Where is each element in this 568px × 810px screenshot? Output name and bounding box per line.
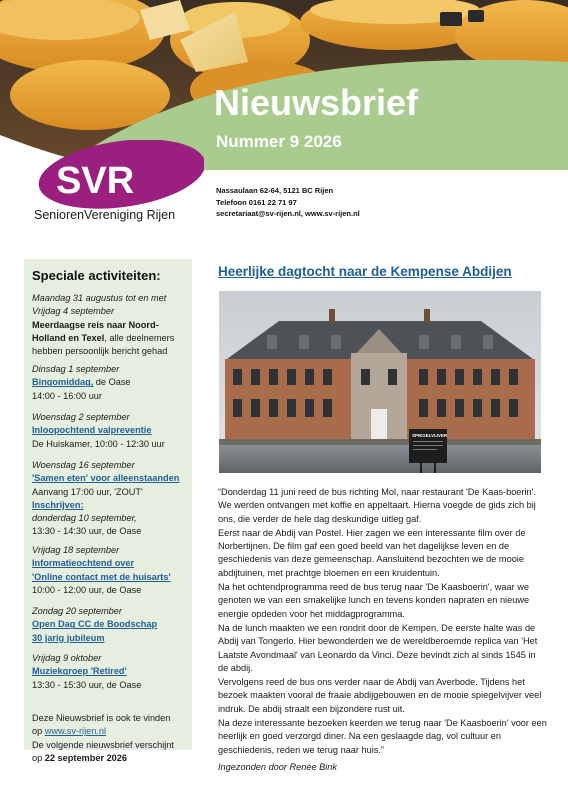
event-date: Maandag 31 augustus tot en met Vrijdag 4 september (32, 293, 167, 317)
contact-address: Nassaulaan 62-64, 5121 BC Rijen (216, 186, 334, 195)
event-time: 13:30 - 15:30 uur, de Oase (32, 679, 142, 690)
event-date: Zondag 20 september (32, 606, 122, 616)
footer-prefix: op (32, 726, 45, 737)
signup-date: donderdag 10 september, (32, 513, 137, 524)
event-date: Vrijdag 18 september (32, 545, 120, 555)
event-link-2[interactable]: 30 jarig jubileum (32, 632, 105, 643)
signup-link[interactable]: Inschrijven: (32, 499, 84, 510)
event-link[interactable]: Muziekgroep 'Retired' (32, 666, 127, 677)
event-item (32, 652, 192, 692)
event-link-2[interactable]: 'Online contact met de huisarts' (32, 571, 171, 582)
footer-line3: De volgende nieuwsbrief verschijnt (32, 739, 174, 750)
event-time: 10:00 - 12:00 uur, de Oase (32, 584, 142, 595)
event-date: Woensdag 2 september (32, 412, 130, 422)
sidebar-footer (24, 712, 192, 763)
event-details: Aanvang 17:00 uur, 'ZOUT' (32, 486, 143, 497)
event-link[interactable]: Open Dag CC de Boodschap (32, 619, 158, 630)
article-paragraph: Vervolgens reed de bus ons verder naar de Abdij van Averbode. Tijdens het bezoek maakten vooral de fraaie abdijgebouwen en de mooie spiegelvijver veel indruk. De abdij straalt een bijzondere rust uit. (218, 677, 542, 714)
website-link[interactable]: www.sv-rijen.nl (44, 726, 107, 737)
logo-mark (34, 140, 204, 210)
event-item (32, 605, 192, 645)
article-paragraph: Eerst naar de Abdij van Postel. Hier zagen we een interessante film over de Norbertijnen. De film gaf een goed beeld van het dagelijkse leven en de geschiedenis van deze gemeenschap. Aansluitend bezochten we de mooie abdijtuinen, met prachtge bloemen en een kruidentuin. (218, 527, 526, 578)
event-date: Woensdag 16 september (32, 460, 135, 470)
sidebar-heading: Speciale activiteiten: (32, 268, 161, 283)
footer-prefix-2: op (32, 752, 45, 763)
contact-email-web: secretariaat@sv-rijen.nl, www.sv-rijen.nl (216, 209, 360, 218)
event-link[interactable]: 'Samen eten' voor alleenstaanden (32, 473, 180, 484)
event-link[interactable]: Inloopochtend valpreventie (32, 425, 152, 436)
logo-text: SVR (56, 160, 135, 202)
event-details: , alle deelnemers hebben persoonlijk bericht gehad (32, 332, 175, 357)
event-item (32, 459, 192, 539)
issue-number: Nummer 9 2026 (216, 132, 342, 151)
event-title: Meerdaagse reis naar Noord-Holland en Texel (32, 319, 159, 343)
article-paragraph: Na deze interessante bezoeken keerden we terug naar 'De Kaasboerin' voor een heerlijk en goed verzorgd diner. Na een geslaagde dag, vol cultuur en geschiedenis, reden we terug naar huis.” (218, 718, 547, 755)
event-item (32, 411, 192, 451)
event-item (32, 363, 192, 403)
event-link[interactable]: Bingomiddag, (32, 377, 94, 388)
article-paragraph: “Donderdag 11 juni reed de bus richting Mol, naar restaurant 'De Kaas-boerin'. We werden ontvangen met koffie en appeltaart. Hierna voegde de gids zich bij ons, die verder de hele dag deskundige uitleg gaf. (218, 487, 536, 524)
contact-phone: Telefoon 0161 22 71 97 (216, 197, 297, 207)
article-paragraph: Na de lunch maakten we een rondrit door de Kempen. De eerste halte was de Abdij van Tongerlo. Hier bewonderden we de wereldberoemde replica van 'Het Laatste Avondmaal' van Leonardo da Vinci. Deze bevindt zich al sinds 1545 in de abdij. (218, 622, 538, 673)
article-signature: Ingezonden door Renée Bink (218, 761, 338, 772)
event-item (32, 544, 192, 597)
photo-sign-text: SPIEGELVIJVER (412, 433, 448, 438)
next-issue-date: 22 september 2026 (44, 752, 128, 763)
newsletter-title: Nieuwsbrief (214, 82, 419, 123)
abbey-photo (219, 291, 541, 473)
activities-sidebar (24, 259, 192, 750)
contact-block (216, 185, 360, 220)
signup-time: 13:30 - 14:30 uur, de Oase (32, 526, 142, 537)
abbey-illustration (219, 291, 541, 473)
event-date: Vrijdag 9 oktober (32, 653, 102, 663)
article-title[interactable]: Heerlijke dagtocht naar de Kempense Abdijen (218, 264, 512, 279)
article-paragraph: Na het ochtendprogramma reed de bus terug naar 'De Kaasboerin', waar we genoten we van een smakelijke lunch en tevens konden napraten en nieuwe energie opdeden voor het middagprogramma. (218, 582, 530, 619)
event-item (32, 292, 192, 358)
event-date: Dinsdag 1 september (32, 364, 120, 374)
article-body (218, 486, 548, 775)
footer-line1: Deze Nieuwsbrief is ook te vinden (32, 713, 171, 723)
event-link[interactable]: Informatieochtend over (32, 558, 135, 569)
logo-name: SeniorenVereniging Rijen (34, 208, 176, 222)
event-details: de Oase (93, 377, 131, 388)
event-details: De Huiskamer, 10:00 - 12:30 uur (32, 438, 165, 449)
event-time: 14:00 - 16:00 uur (32, 390, 102, 401)
